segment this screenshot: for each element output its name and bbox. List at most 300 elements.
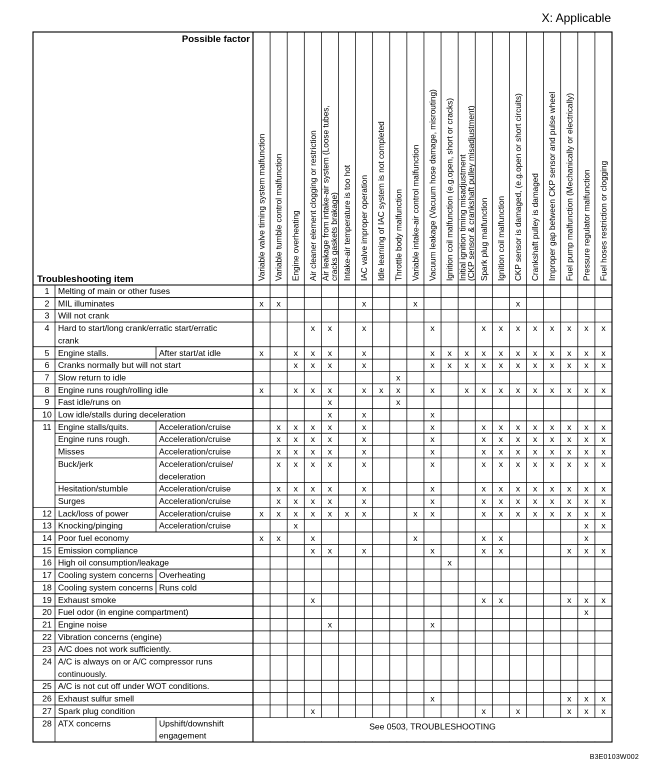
applicable-mark: x [327, 347, 333, 358]
applicable-mark: x [396, 372, 401, 383]
applicable-mark: x [310, 483, 315, 494]
applicable-mark: x [515, 705, 521, 716]
applicable-mark: x [413, 533, 418, 544]
applicable-mark: x [344, 508, 350, 519]
applicable-mark: x [584, 693, 589, 704]
item-label: ATX concerns [58, 718, 111, 729]
applicable-mark: x [601, 323, 606, 334]
applicable-mark: x [532, 384, 538, 395]
factor-label-11: Ignition coil malfunction (e.g.open, short or cracks) [445, 98, 455, 281]
item-number: 22 [42, 631, 52, 642]
applicable-mark: x [327, 384, 333, 395]
applicable-mark: x [293, 495, 298, 506]
applicable-mark: x [584, 533, 589, 544]
applicable-mark: x [584, 483, 589, 494]
item-label: Exhaust sulfur smell [58, 693, 135, 704]
applicable-mark: x [430, 483, 435, 494]
applicable-mark: x [276, 495, 281, 506]
applicable-mark: x [601, 483, 606, 494]
applicable-mark: x [498, 446, 504, 457]
applicable-mark: x [259, 533, 264, 544]
item-number: 19 [42, 594, 52, 605]
applicable-mark: x [481, 360, 486, 371]
applicable-mark: x [532, 446, 538, 457]
applicable-mark: x [447, 557, 452, 568]
item-label: Lack/loss of power [58, 508, 129, 519]
applicable-mark: x [310, 458, 315, 469]
item-label: Cranks normally but will not start [58, 360, 181, 371]
applicable-mark: x [567, 434, 572, 445]
factor-label-4: Air leakage from intake-air system (Loose tubes, [321, 105, 331, 281]
applicable-mark: x [293, 434, 298, 445]
condition-label: Overheating [159, 570, 206, 581]
applicable-mark: x [327, 434, 333, 445]
applicable-mark: x [498, 384, 504, 395]
applicable-mark: x [293, 360, 298, 371]
applicable-mark: x [601, 594, 606, 605]
condition-label: Acceleration/cruise [159, 483, 231, 494]
applicable-mark: x [515, 508, 521, 519]
applicable-mark: x [481, 495, 486, 506]
applicable-mark: x [430, 508, 435, 519]
applicable-mark: x [361, 458, 367, 469]
applicable-mark: x [413, 298, 418, 309]
applicable-mark: x [464, 347, 469, 358]
item-label: MIL illuminates [58, 298, 115, 309]
applicable-mark: x [550, 421, 555, 432]
applicable-mark: x [515, 384, 521, 395]
item-label: Will not crank [58, 310, 110, 321]
applicable-mark: x [601, 434, 606, 445]
applicable-mark: x [498, 347, 504, 358]
item-label: A/C is not cut off under WOT conditions. [58, 681, 210, 692]
item-number: 3 [44, 310, 50, 321]
applicable-mark: x [327, 397, 333, 408]
factor-label-10: Vacuum leakage (Vacuum hose damage, misrouting) [428, 89, 438, 281]
applicable-mark: x [276, 533, 281, 544]
applicable-mark: x [481, 421, 486, 432]
item-label: Slow return to idle [58, 372, 127, 383]
applicable-mark: x [430, 458, 435, 469]
applicable-mark: x [430, 495, 435, 506]
applicable-mark: x [379, 384, 384, 395]
applicable-mark: x [584, 360, 589, 371]
applicable-mark: x [532, 360, 538, 371]
applicable-mark: x [567, 508, 572, 519]
applicable-mark: x [481, 458, 486, 469]
applicable-mark: x [584, 446, 589, 457]
applicable-mark: x [498, 323, 504, 334]
item-number: 23 [42, 644, 52, 655]
applicable-mark: x [601, 446, 606, 457]
applicable-mark: x [584, 347, 589, 358]
factor-label-8: Throttle body malfunction [394, 189, 404, 281]
applicable-mark: x [481, 434, 486, 445]
applicable-mark: x [361, 360, 367, 371]
applicable-mark: x [584, 495, 589, 506]
applicable-mark: x [310, 545, 315, 556]
applicable-mark: x [515, 434, 521, 445]
item-number: 27 [42, 705, 52, 716]
applicable-mark: x [567, 495, 572, 506]
applicable-mark: x [498, 434, 504, 445]
applicable-mark: x [327, 323, 333, 334]
applicable-mark: x [430, 434, 435, 445]
item-label: Engine runs rough/rolling idle [58, 384, 169, 395]
applicable-mark: x [327, 421, 333, 432]
applicable-mark: x [361, 298, 367, 309]
applicable-mark: x [532, 508, 538, 519]
applicable-mark: x [515, 483, 521, 494]
applicable-mark: x [276, 508, 281, 519]
item-number: 13 [42, 520, 52, 531]
applicable-mark: x [293, 446, 298, 457]
applicable-mark: x [327, 508, 333, 519]
applicable-mark: x [567, 421, 572, 432]
factor-label-13: Spark plug malfunction [479, 197, 489, 281]
applicable-mark: x [584, 384, 589, 395]
applicable-mark: x [515, 347, 521, 358]
condition-label: Runs cold [159, 582, 197, 593]
item-label: Vibration concerns (engine) [58, 631, 162, 642]
item-label: Engine noise [58, 619, 108, 630]
applicable-mark: x [601, 458, 606, 469]
applicable-mark: x [361, 347, 367, 358]
item-label: Low idle/stalls during deceleration [58, 409, 186, 420]
condition-label: engagement [159, 730, 207, 741]
condition-label: Acceleration/cruise [159, 434, 231, 445]
applicable-mark: x [310, 533, 315, 544]
factor-label-0: Variable valve timing system malfunction [257, 133, 267, 281]
item-label: crank [58, 335, 79, 346]
applicable-mark: x [481, 705, 486, 716]
applicable-mark: x [550, 483, 555, 494]
applicable-mark: x [293, 458, 298, 469]
item-label: Hard to start/long crank/erratic start/erratic [58, 323, 218, 334]
item-number: 28 [42, 718, 52, 729]
factor-label-12: Initial ignition timing misadjustment [458, 154, 468, 281]
applicable-mark: x [361, 495, 367, 506]
applicable-mark: x [327, 619, 333, 630]
applicable-mark: x [601, 520, 606, 531]
item-number: 15 [42, 545, 52, 556]
applicable-mark: x [276, 458, 281, 469]
condition-label: deceleration [159, 471, 206, 482]
item-number: 25 [42, 681, 52, 692]
applicable-mark: x [310, 594, 315, 605]
item-number: 7 [44, 372, 50, 383]
factor-label-20: Fuel hoses restriction or clogging [599, 160, 609, 281]
applicable-mark: x [361, 434, 367, 445]
applicable-mark: x [481, 508, 486, 519]
applicable-mark: x [327, 446, 333, 457]
condition-label: Acceleration/cruise [159, 495, 231, 506]
item-label: Emission compliance [58, 545, 138, 556]
applicable-mark: x [515, 298, 521, 309]
applicable-mark: x [584, 705, 589, 716]
applicable-mark: x [310, 434, 315, 445]
item-number: 8 [44, 384, 50, 395]
item-label: A/C is always on or A/C compressor runs [58, 656, 213, 667]
factor-label-5: Intake-air temperature is too hot [343, 164, 353, 281]
applicable-mark: x [567, 446, 572, 457]
item-label: Cooling system concerns [58, 570, 153, 581]
item-label: Engine stalls. [58, 347, 109, 358]
item-number: 17 [42, 570, 52, 581]
applicable-mark: x [550, 446, 555, 457]
item-number: 12 [42, 508, 52, 519]
applicable-mark: x [498, 483, 504, 494]
applicable-mark: x [550, 360, 555, 371]
item-label: Buck/jerk [58, 458, 93, 469]
condition-label: After start/at idle [159, 347, 221, 358]
item-label: Exhaust smoke [58, 594, 117, 605]
applicable-mark: x [481, 323, 486, 334]
applicable-mark: x [567, 323, 572, 334]
applicable-mark: x [430, 446, 435, 457]
item-number: 26 [42, 693, 52, 704]
applicable-mark: x [430, 360, 435, 371]
applicable-mark: x [532, 347, 538, 358]
applicable-mark: x [327, 545, 333, 556]
applicable-mark: x [515, 446, 521, 457]
factor-label-12: (CKP sensor & crankshaft pulley misadjustment) [466, 105, 476, 281]
applicable-mark: x [464, 384, 469, 395]
factor-label-15: CKP sensor is damaged, (e.g.open or short circuits) [513, 93, 523, 281]
item-number: 20 [42, 607, 52, 618]
applicable-mark: x [361, 409, 367, 420]
item-label: Engine stalls/quits. [58, 421, 129, 432]
condition-label: Acceleration/cruise [159, 446, 231, 457]
applicable-mark: x [481, 446, 486, 457]
applicable-mark: x [293, 508, 298, 519]
factor-label-4: cracks gaskets brakage) [330, 192, 340, 281]
applicable-mark: x [327, 360, 333, 371]
applicable-mark: x [464, 360, 469, 371]
applicable-mark: x [276, 446, 281, 457]
applicable-mark: x [481, 533, 486, 544]
troubleshooting-item-label: Troubleshooting item [37, 274, 134, 285]
applicable-mark: x [310, 705, 315, 716]
applicable-mark: x [601, 693, 606, 704]
applicable-mark: x [327, 483, 333, 494]
item-number: 21 [42, 619, 52, 630]
applicable-mark: x [567, 705, 572, 716]
factor-label-18: Fuel pump malfunction (Mechanically or electrically) [565, 93, 575, 281]
applicable-mark: x [515, 421, 521, 432]
applicable-mark: x [259, 298, 264, 309]
applicable-mark: x [567, 458, 572, 469]
item-label: Fast idle/runs on [58, 397, 121, 408]
applicable-mark: x [498, 421, 504, 432]
applicable-mark: x [601, 545, 606, 556]
factor-label-16: Crankshaft pulley is damaged [531, 173, 541, 281]
applicable-mark: x [259, 508, 264, 519]
factor-label-6: IAC valve improper operation [360, 174, 370, 281]
applicable-mark: x [327, 409, 333, 420]
item-label: Fuel odor (in engine compartment) [58, 607, 189, 618]
applicable-mark: x [601, 508, 606, 519]
applicable-mark: x [396, 384, 401, 395]
applicable-mark: x [498, 594, 504, 605]
item-label: High oil consumption/leakage [58, 557, 170, 568]
applicable-mark: x [293, 347, 298, 358]
applicable-mark: x [567, 360, 572, 371]
applicable-mark: x [361, 446, 367, 457]
applicable-mark: x [293, 520, 298, 531]
applicable-mark: x [550, 323, 555, 334]
applicable-mark: x [498, 360, 504, 371]
applicable-mark: x [567, 594, 572, 605]
applicable-mark: x [361, 508, 367, 519]
item-number: 6 [44, 360, 50, 371]
applicable-mark: x [584, 458, 589, 469]
applicable-mark: x [532, 421, 538, 432]
possible-factor-label: Possible factor [181, 34, 250, 45]
applicable-mark: x [447, 347, 452, 358]
item-number: 9 [44, 397, 50, 408]
applicable-mark: x [361, 384, 367, 395]
applicable-mark: x [276, 483, 281, 494]
applicable-mark: x [447, 360, 452, 371]
applicable-mark: x [498, 533, 504, 544]
legend-applicable: X: Applicable [541, 11, 611, 25]
item-number: 10 [42, 409, 52, 420]
applicable-mark: x [567, 545, 572, 556]
applicable-mark: x [361, 483, 367, 494]
item-number: 4 [44, 323, 50, 334]
applicable-mark: x [550, 495, 555, 506]
applicable-mark: x [310, 384, 315, 395]
item-number: 14 [42, 533, 52, 544]
applicable-mark: x [532, 483, 538, 494]
applicable-mark: x [532, 495, 538, 506]
applicable-mark: x [567, 483, 572, 494]
applicable-mark: x [310, 495, 315, 506]
applicable-mark: x [481, 384, 486, 395]
applicable-mark: x [430, 619, 435, 630]
applicable-mark: x [515, 360, 521, 371]
item-number: 11 [42, 421, 52, 432]
applicable-mark: x [310, 421, 315, 432]
applicable-mark: x [293, 421, 298, 432]
figure-reference-code: B3E0103W002 [589, 754, 639, 761]
applicable-mark: x [361, 421, 367, 432]
applicable-mark: x [550, 384, 555, 395]
applicable-mark: x [550, 434, 555, 445]
item-label: Surges [58, 495, 85, 506]
applicable-mark: x [601, 360, 606, 371]
applicable-mark: x [413, 508, 418, 519]
applicable-mark: x [584, 520, 589, 531]
applicable-mark: x [430, 693, 435, 704]
atx-note: See 0503, TROUBLESHOOTING [369, 721, 496, 732]
applicable-mark: x [584, 323, 589, 334]
applicable-mark: x [584, 607, 589, 618]
item-label: Knocking/pinging [58, 520, 123, 531]
applicable-mark: x [310, 446, 315, 457]
applicable-mark: x [498, 508, 504, 519]
item-label: Misses [58, 446, 85, 457]
applicable-mark: x [327, 458, 333, 469]
item-number: 24 [42, 656, 52, 667]
applicable-mark: x [550, 347, 555, 358]
applicable-mark: x [259, 384, 264, 395]
applicable-mark: x [601, 384, 606, 395]
applicable-mark: x [584, 545, 589, 556]
item-label: Engine runs rough. [58, 434, 130, 445]
item-number: 1 [44, 286, 50, 296]
applicable-mark: x [550, 458, 555, 469]
applicable-mark: x [481, 545, 486, 556]
item-number: 2 [44, 298, 50, 309]
applicable-mark: x [601, 495, 606, 506]
applicable-mark: x [532, 434, 538, 445]
condition-label: Acceleration/cruise [159, 508, 231, 519]
applicable-mark: x [293, 384, 298, 395]
factor-label-7: Idle learning of IAC system is not completed [377, 121, 387, 281]
applicable-mark: x [515, 458, 521, 469]
factor-label-19: Pressure regulator malfunction [582, 169, 592, 281]
applicable-mark: x [310, 508, 315, 519]
applicable-mark: x [550, 508, 555, 519]
applicable-mark: x [259, 347, 264, 358]
applicable-mark: x [584, 434, 589, 445]
item-label: continuously. [58, 668, 107, 679]
condition-label: Acceleration/cruise/ [159, 458, 234, 469]
applicable-mark: x [584, 508, 589, 519]
applicable-mark: x [498, 458, 504, 469]
item-label: Melting of main or other fuses [58, 286, 170, 296]
applicable-mark: x [584, 421, 589, 432]
applicable-mark: x [515, 323, 521, 334]
applicable-mark: x [584, 594, 589, 605]
factor-label-9: Variable intake-air control malfunction [411, 144, 421, 281]
applicable-mark: x [430, 347, 435, 358]
applicable-mark: x [310, 347, 315, 358]
applicable-mark: x [276, 298, 281, 309]
applicable-mark: x [567, 693, 572, 704]
applicable-mark: x [532, 458, 538, 469]
applicable-mark: x [498, 495, 504, 506]
item-label: Poor fuel economy [58, 533, 129, 544]
applicable-mark: x [481, 347, 486, 358]
applicable-mark: x [515, 495, 521, 506]
item-label: Hesitation/stumble [58, 483, 128, 494]
factor-label-2: Engine overheating [291, 210, 301, 281]
applicable-mark: x [498, 545, 504, 556]
item-label: Spark plug condition [58, 705, 136, 716]
applicable-mark: x [430, 409, 435, 420]
factor-label-14: Ignition coil malfunction [496, 195, 506, 281]
applicable-mark: x [293, 483, 298, 494]
factor-label-17: Improper gap between CKP sensor and pulse wheel [548, 91, 558, 281]
applicable-mark: x [567, 384, 572, 395]
applicable-mark: x [532, 323, 538, 334]
applicable-mark: x [430, 545, 435, 556]
applicable-mark: x [310, 360, 315, 371]
applicable-mark: x [276, 434, 281, 445]
factor-label-1: Variable tumble control malfunction [274, 153, 284, 281]
item-number: 5 [44, 347, 50, 358]
item-label: Cooling system concerns [58, 582, 153, 593]
applicable-mark: x [361, 545, 367, 556]
applicable-mark: x [481, 594, 486, 605]
applicable-mark: x [310, 323, 315, 334]
item-label: A/C does not work sufficiently. [58, 644, 172, 655]
applicable-mark: x [361, 323, 367, 334]
applicable-mark: x [601, 705, 606, 716]
